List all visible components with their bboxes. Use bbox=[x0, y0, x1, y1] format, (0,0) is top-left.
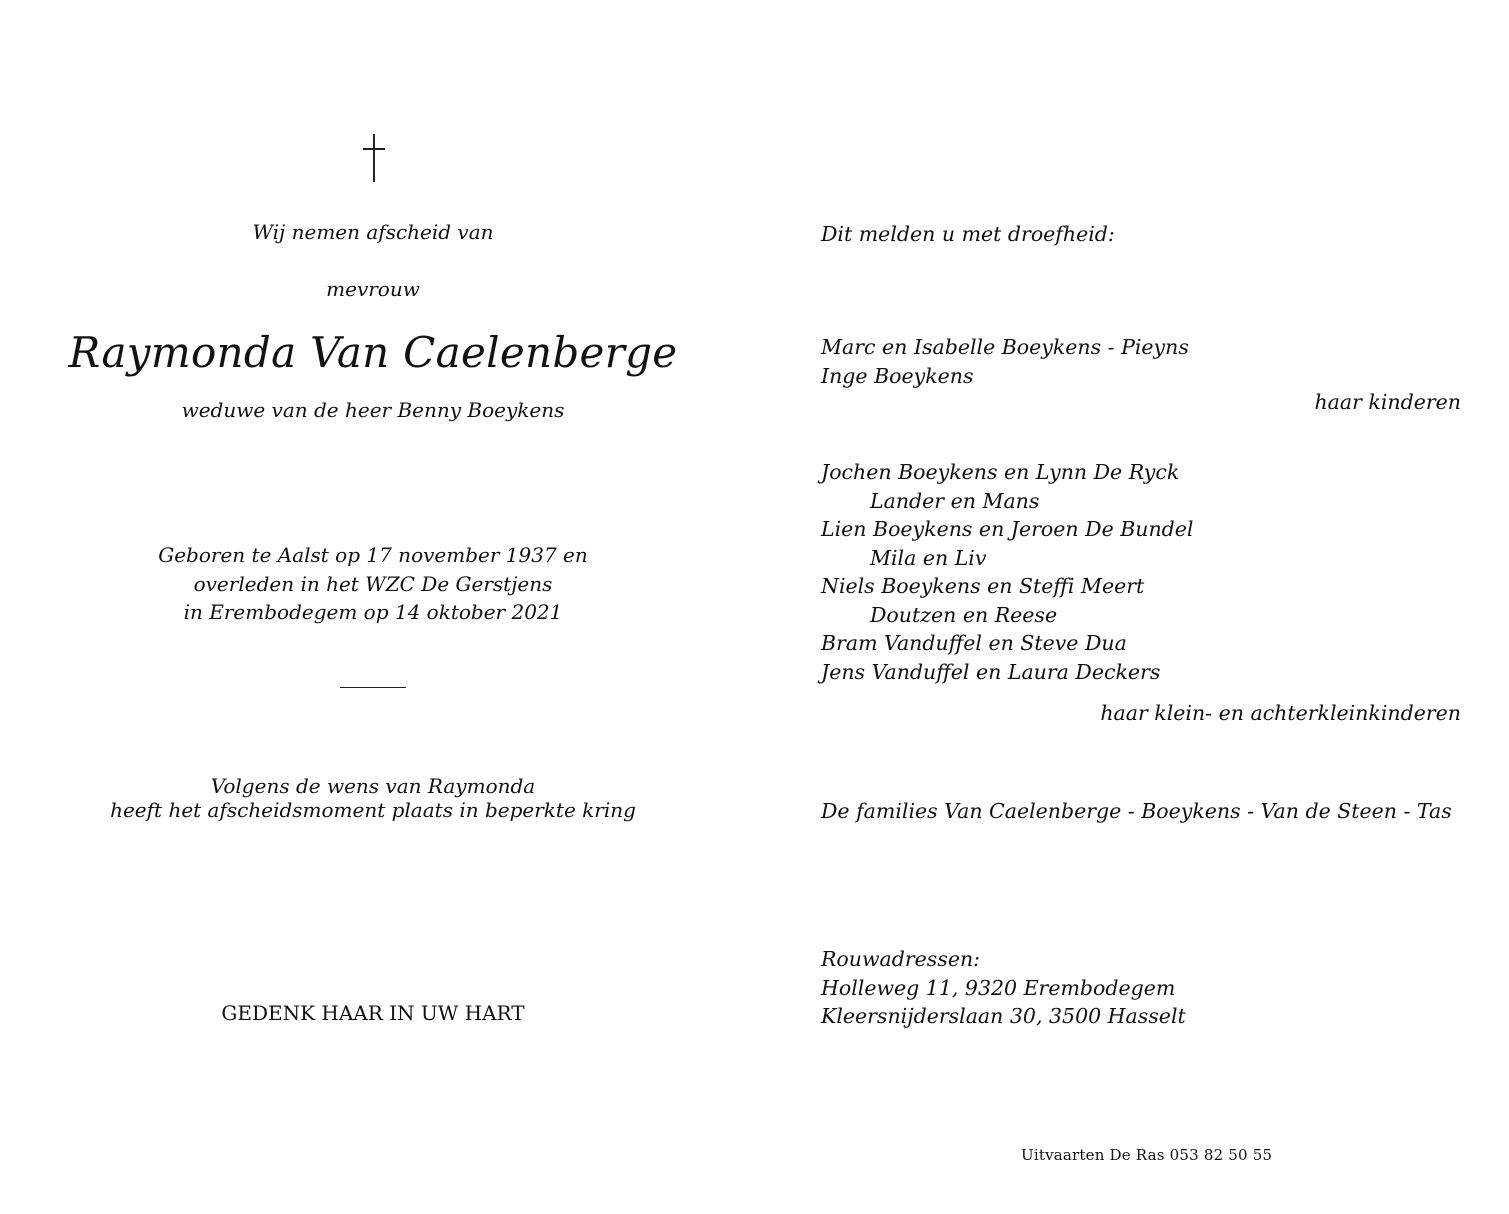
birth-death-line: in Erembodegem op 14 oktober 2021 bbox=[183, 600, 563, 624]
list-item: Niels Boeykens en Steffi Meert bbox=[821, 574, 1145, 598]
list-item: Lien Boeykens en Jeroen De Bundel bbox=[821, 517, 1194, 541]
list-item: Jochen Boeykens en Lynn De Ryck bbox=[821, 460, 1180, 484]
list-item: Doutzen en Reese bbox=[870, 602, 1058, 627]
list-item: Marc en Isabelle Boeykens - Pieyns bbox=[821, 335, 1189, 359]
birth-death-line: overleden in het WZC De Gerstjens bbox=[193, 571, 553, 596]
list-item: Jens Vanduffel en Laura Deckers bbox=[821, 659, 1161, 684]
intro-text: Wij nemen afscheid van bbox=[252, 220, 494, 244]
divider bbox=[340, 687, 406, 688]
list-item: Bram Vanduffel en Steve Dua bbox=[821, 631, 1127, 655]
list-item: Mila en Liv bbox=[870, 545, 987, 570]
children-list bbox=[821, 333, 1189, 390]
grandchildren-label: haar klein- en achterkleinkinderen bbox=[1100, 701, 1461, 725]
announce-text: Dit melden u met droefheid: bbox=[821, 222, 1115, 246]
grandchildren-list bbox=[821, 458, 1194, 686]
birth-death-line: Geboren te Aalst op 17 november 1937 en bbox=[158, 543, 588, 567]
address-line: Kleersnijderslaan 30, 3500 Hasselt bbox=[821, 1004, 1186, 1028]
remember-text: GEDENK HAAR IN UW HART bbox=[221, 1001, 525, 1025]
undertaker-footer: Uitvaarten De Ras 053 82 50 55 bbox=[1021, 1146, 1273, 1164]
deceased-name: Raymonda Van Caelenberge bbox=[68, 328, 678, 377]
wish-line: heeft het afscheidsmoment plaats in beperkte kring bbox=[110, 798, 636, 822]
address-line: Holleweg 11, 9320 Erembodegem bbox=[821, 975, 1176, 1000]
cross-icon bbox=[363, 134, 385, 182]
wish-line: Volgens de wens van Raymonda bbox=[210, 774, 536, 798]
addresses-title: Rouwadressen: bbox=[821, 947, 981, 971]
left-panel bbox=[40, 0, 706, 1214]
children-label: haar kinderen bbox=[1314, 390, 1461, 414]
addresses-block bbox=[821, 945, 1186, 1031]
honorific: mevrouw bbox=[326, 277, 420, 301]
widow-of: weduwe van de heer Benny Boeykens bbox=[181, 398, 565, 422]
families-text: De families Van Caelenberge - Boeykens - Van de Steen - Tas bbox=[821, 799, 1452, 823]
wish-text bbox=[40, 774, 706, 822]
list-item: Lander en Mans bbox=[870, 488, 1040, 513]
list-item: Inge Boeykens bbox=[821, 363, 974, 388]
birth-death-details bbox=[40, 541, 706, 627]
right-panel bbox=[821, 0, 1461, 1214]
